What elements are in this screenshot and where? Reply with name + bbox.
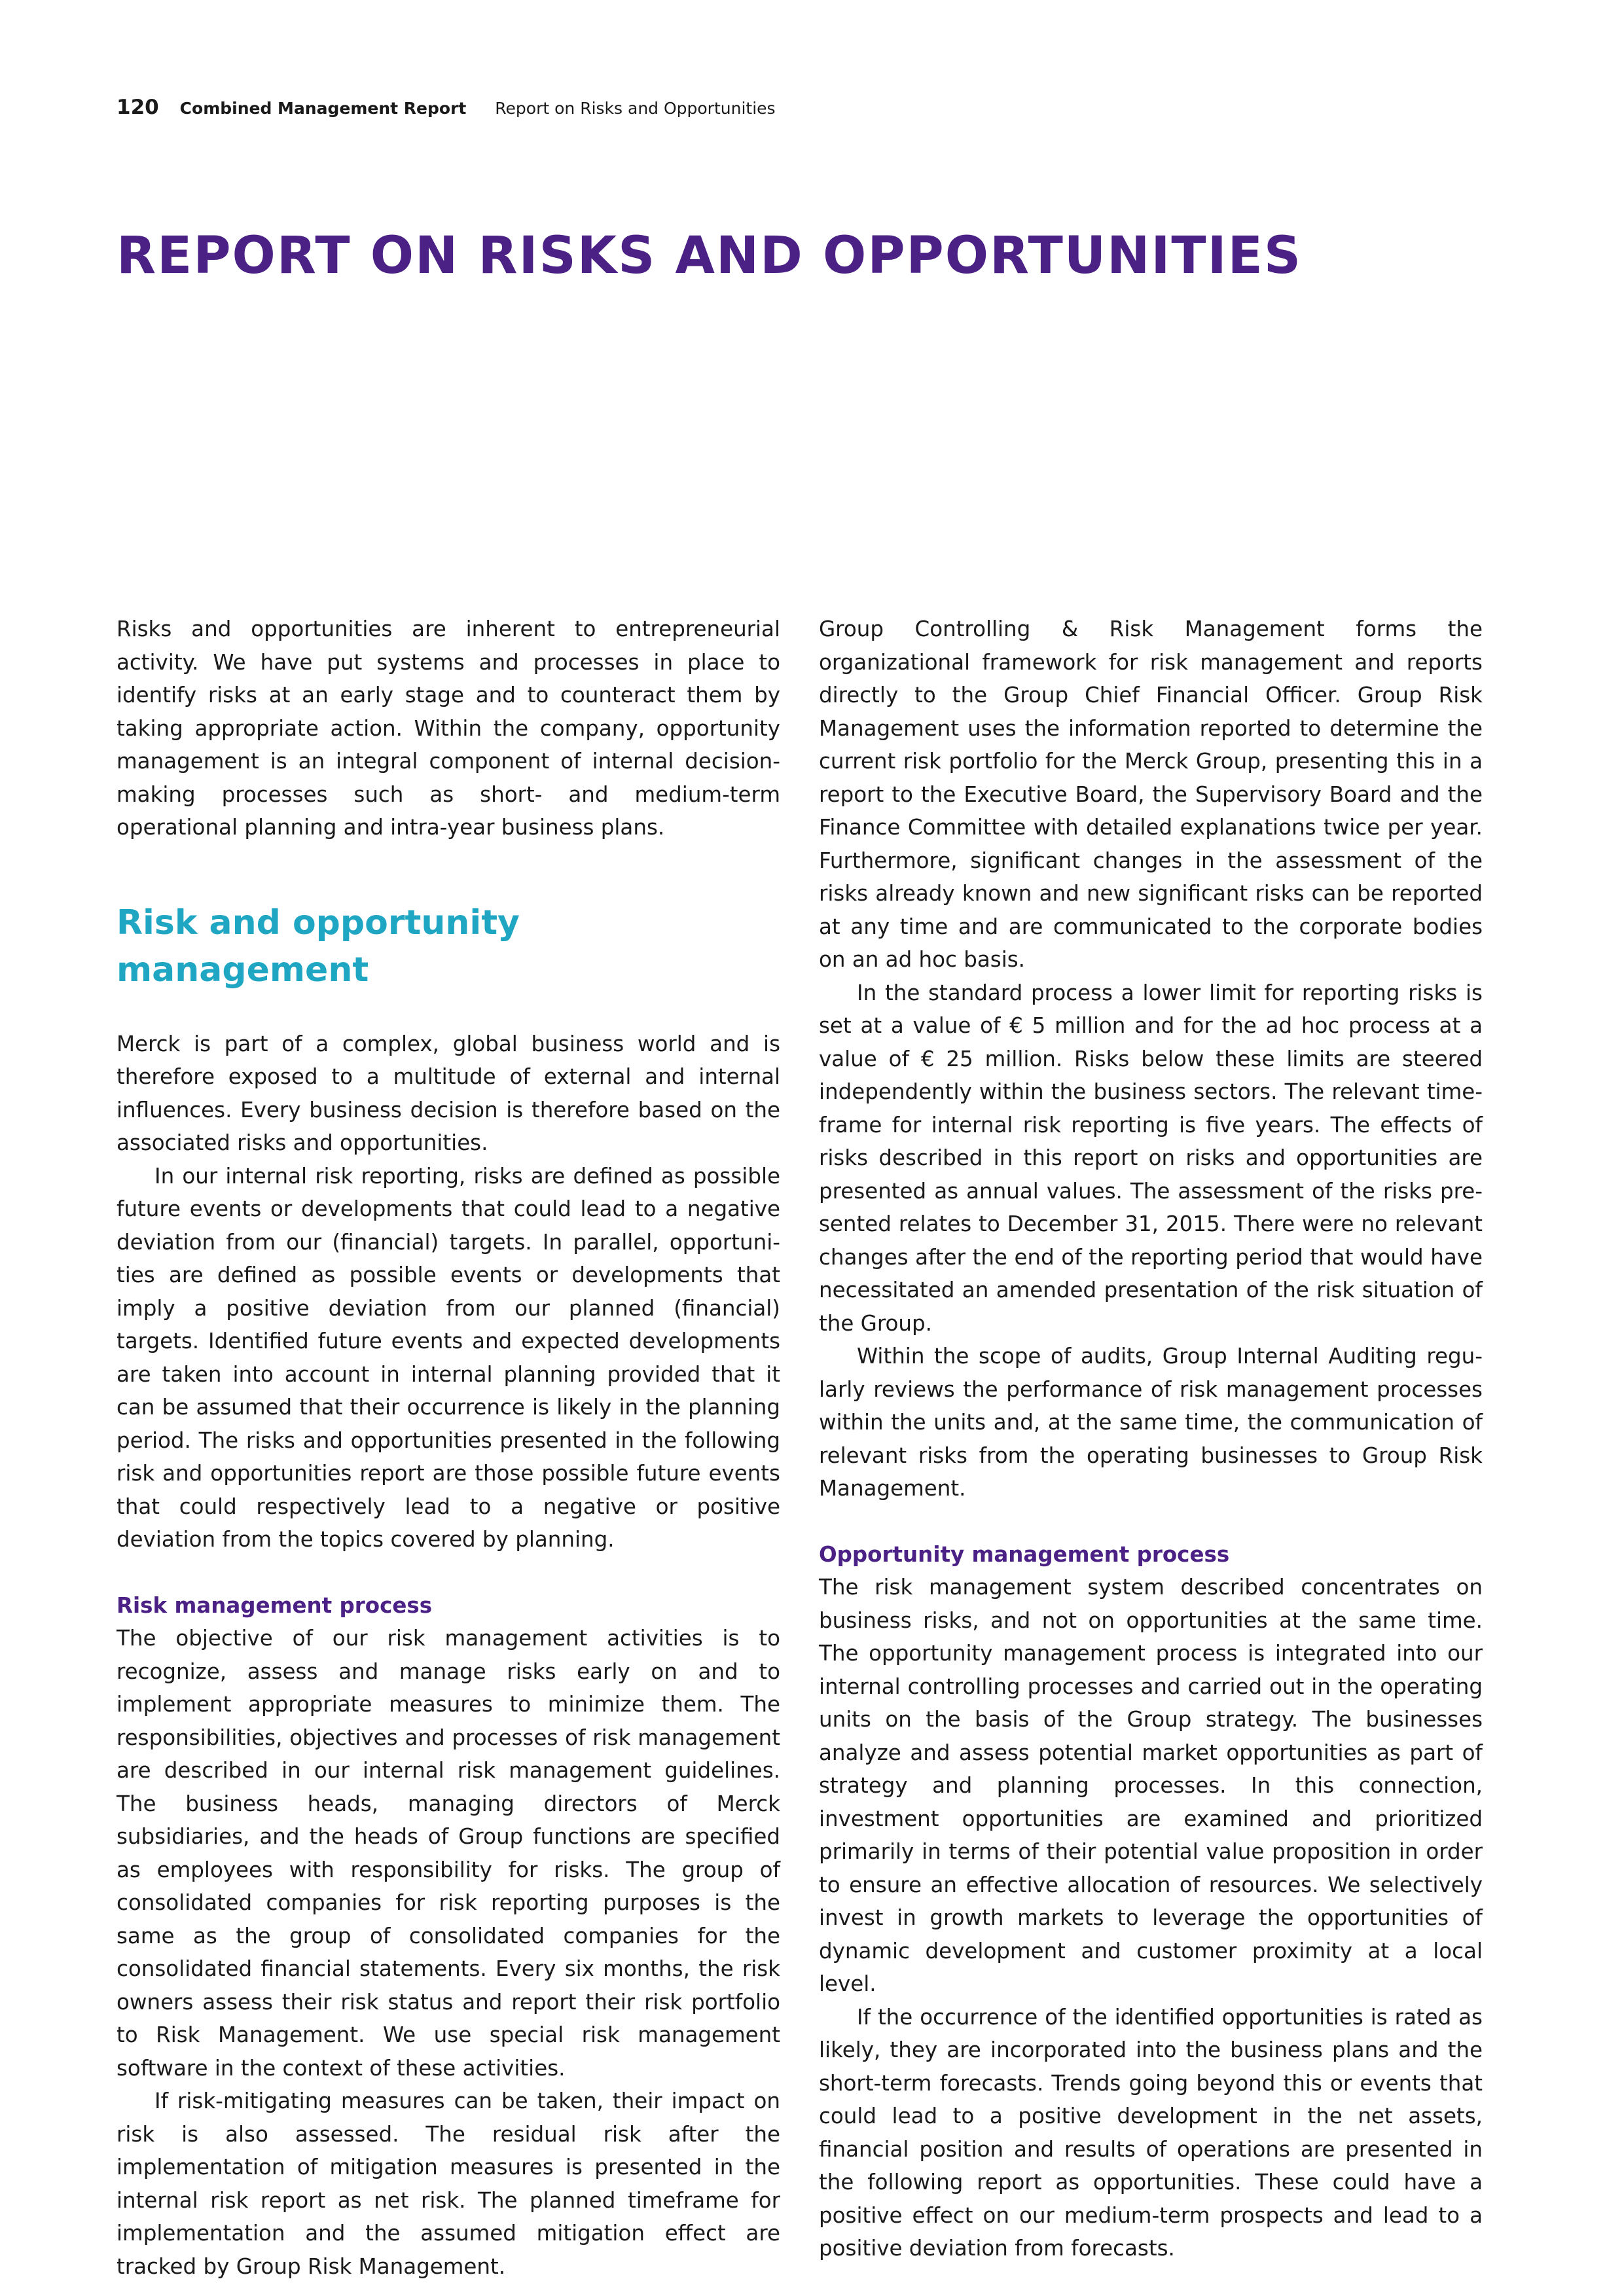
header-section-title: Combined Management Report — [179, 99, 467, 118]
page-number: 120 — [117, 96, 159, 119]
body-paragraph: If risk-mitigating measures can be taken, their impact on risk is also assessed. The residual risk after the implementation of mitigation measures is presented in the internal risk report as net risk. The planned timeframe for implementation and the assumed mitigation effect are tracked by Group Risk Management. — [117, 2089, 780, 2279]
body-paragraph: Group Controlling & Risk Management forms the organizational framework for risk management and reports directly to the Group Chief Financial Officer. Group Risk Management uses the information reported to determine the current risk portfolio for the Merck Group, presenting this in a report to the Executive Board, the Supervisory Board and the Finance Committee with detailed explanations twice per year. Furthermore, significant changes in the assessment of the risks already known and new significant risks can be reported at any time and are communicated to the corporate bodies on an ad hoc basis. — [819, 617, 1483, 972]
body-paragraph: The risk management system described concentrates on business risks, and not on opportunities at the same time. The opportunity management process is integrated into our internal controlling processes and carried out in the operating units on the basis of the Group strategy. The businesses analyze and assess potential market opportunities as part of strategy and planning processes. In this connection, investment opportunities are examined and prioritized primarily in terms of their potential value proposition in order to ensure an effective allocation of resources. We selectively invest in growth markets to leverage the opportunities of dynamic development and customer proximity at a local level. — [819, 1575, 1483, 1996]
right-column — [819, 613, 1483, 2265]
intro-paragraph: Risks and opportunities are inherent to entrepreneurial activity. We have put systems and processes in place to identify risks at an early stage and to counteract them by taking appropriate action. Within the company, opportunity management is an integral component of internal decision-making processes such as short- and medium-term operational planning and intra-year business plans. — [117, 617, 780, 840]
body-paragraph: Merck is part of a complex, global business world and is therefore exposed to a multitude of external and internal influences. Every business decision is therefore based on the associated risks and opportunities. — [117, 1031, 780, 1155]
subheading-risk-management-process: Risk management process — [117, 1592, 433, 1618]
section-heading-risk-opportunity-management: Risk and opportunity management — [117, 903, 520, 990]
body-paragraph: The objective of our risk management activities is to recognize, assess and manage risks early on and to implement appropriate measures to minimize them. The responsibilities, objectives and processes of risk management are described in our internal risk management guidelines. The business heads, managing directors of Merck subsidiaries, and the heads of Group functions are specified as employees with responsibility for risks. The group of consolidated companies for risk reporting purposes is the same as the group of consolidated companies for the consolidated financial statements. Every six months, the risk owners assess their risk status and report their risk portfolio to Risk Management. We use special risk management software in the context of these activities. — [117, 1626, 780, 2081]
running-header — [117, 94, 776, 120]
page-title: REPORT ON RISKS AND OPPORTUNITIES — [117, 226, 1303, 285]
body-paragraph: Within the scope of audits, Group Internal Auditing regularly reviews the performance of risk management processes within the units and, at the same time, the communication of relevant risks from the operating businesses to Group Risk Management. — [819, 1344, 1483, 1501]
body-paragraph: If the occurrence of the identified opportunities is rated as likely, they are incorporated into the business plans and the short-term forecasts. Trends going beyond this or events that could lead to a positive development in the net assets, financial position and results of operations are presented in the following report as opportunities. These could have a positive effect on our medium-term prospects and lead to a positive deviation from forecasts. — [819, 2004, 1483, 2261]
body-paragraph: In the standard process a lower limit for reporting risks is set at a value of € 5 million and for the ad hoc process at a value of € 25 million. Risks below these limits are steered independently within the business sectors. The relevant timeframe for internal risk reporting is five years. The effects of risks described in this report on risks and opportunities are presented as annual values. The assessment of the risks presented relates to December 31, 2015. There were no relevant changes after the end of the reporting period that would have necessitated an amended presentation of the risk situation of the Group. — [819, 980, 1483, 1336]
left-column — [117, 613, 780, 2283]
body-paragraph: In our internal risk reporting, risks are defined as possible future events or developments that could lead to a negative deviation from our (financial) targets. In parallel, opportunities are defined as possible events or developments that imply a positive deviation from our planned (financial) targets. Identified future events and expected developments are taken into account in internal planning provided that it can be assumed that their occurrence is likely in the planning period. The risks and opportunities presented in the following risk and opportunities report are those possible future events that could respectively lead to a negative or positive deviation from the topics covered by planning. — [117, 1163, 780, 1552]
subheading-opportunity-management-process: Opportunity management process — [819, 1541, 1230, 1567]
header-subsection-title: Report on Risks and Opportunities — [495, 99, 776, 118]
